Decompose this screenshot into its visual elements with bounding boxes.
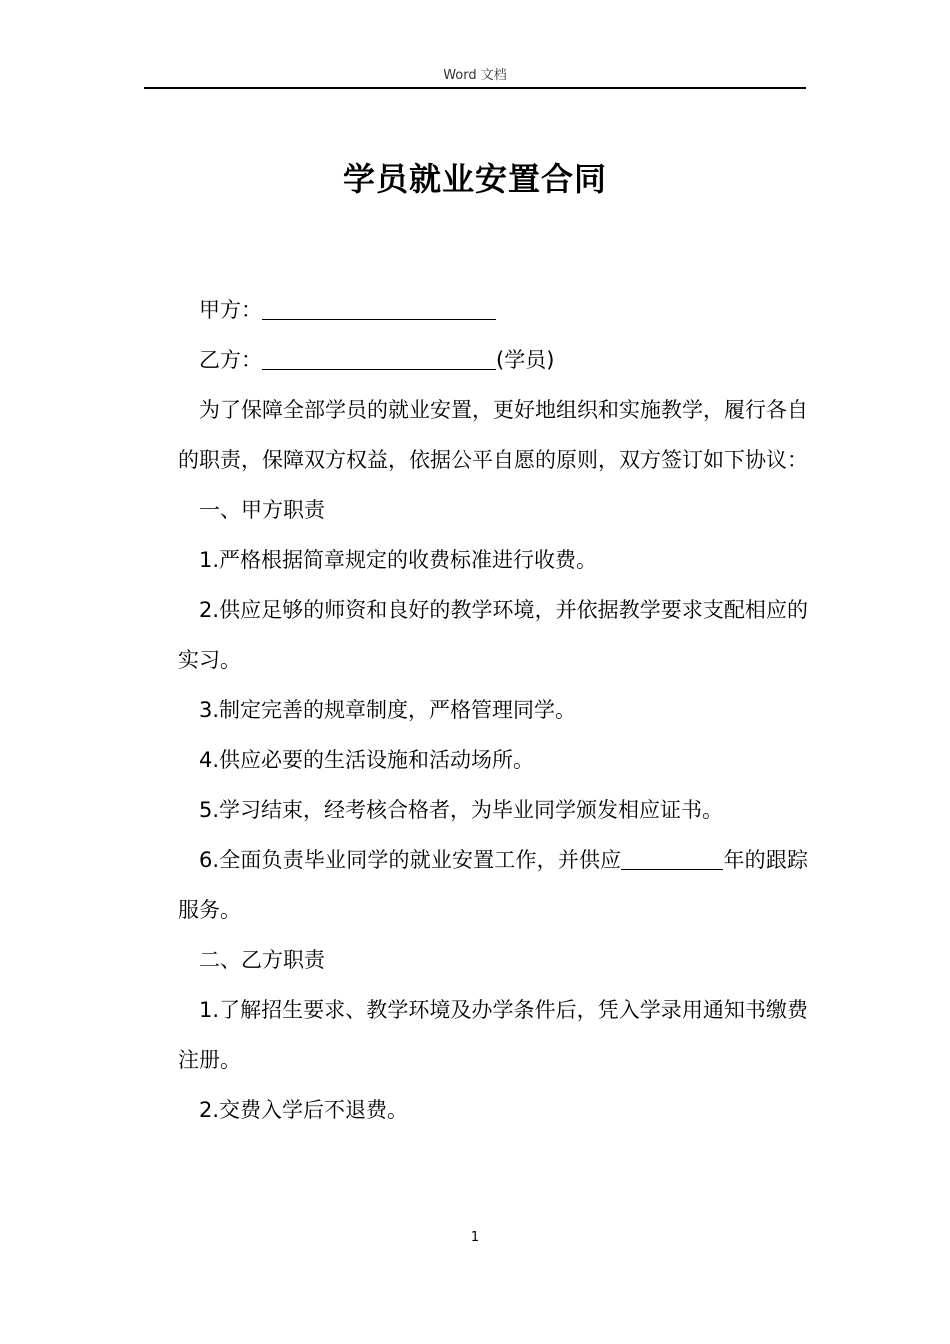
party-a-label: 甲方： bbox=[199, 298, 262, 322]
item-6-prefix: 6.全面负责毕业同学的就业安置工作，并供应 bbox=[199, 848, 622, 872]
party-b-line bbox=[178, 335, 808, 385]
header-divider bbox=[144, 87, 806, 89]
party-a-line bbox=[178, 285, 808, 335]
section-a-item-1: 1.严格根据简章规定的收费标准进行收费。 bbox=[199, 548, 598, 572]
section-a-item-5: 5.学习结束，经考核合格者，为毕业同学颁发相应证书。 bbox=[199, 798, 724, 822]
party-b-label: 乙方： bbox=[199, 348, 262, 372]
section-b-item-1: 1.了解招生要求、教学环境及办学条件后，凭入学录用通知书缴费注册。 bbox=[178, 998, 808, 1072]
section-b-item-2: 2.交费入学后不退费。 bbox=[199, 1098, 409, 1122]
document-body bbox=[178, 285, 808, 1135]
section-a-item-2: 2.供应足够的师资和良好的教学环境，并依据教学要求支配相应的实习。 bbox=[178, 598, 808, 672]
party-b-blank bbox=[262, 345, 496, 370]
section-a-item-6 bbox=[178, 835, 808, 935]
document-title: 学员就业安置合同 bbox=[342, 160, 607, 198]
party-b-suffix: (学员) bbox=[496, 348, 555, 372]
page-number: 1 bbox=[470, 1230, 480, 1245]
service-years-blank bbox=[621, 845, 723, 870]
party-a-blank bbox=[262, 295, 496, 320]
page-header: Word 文档 bbox=[443, 68, 507, 83]
section-b-heading: 二、乙方职责 bbox=[199, 948, 325, 972]
item-6-suffix: 年的跟踪服务。 bbox=[178, 848, 809, 922]
section-a-heading: 一、甲方职责 bbox=[199, 498, 325, 522]
section-a-item-3: 3.制定完善的规章制度，严格管理同学。 bbox=[199, 698, 577, 722]
section-a-item-4: 4.供应必要的生活设施和活动场所。 bbox=[199, 748, 535, 772]
intro-paragraph: 为了保障全部学员的就业安置，更好地组织和实施教学，履行各自的职责，保障双方权益，依据公平自愿的原则，双方签订如下协议： bbox=[178, 398, 808, 472]
